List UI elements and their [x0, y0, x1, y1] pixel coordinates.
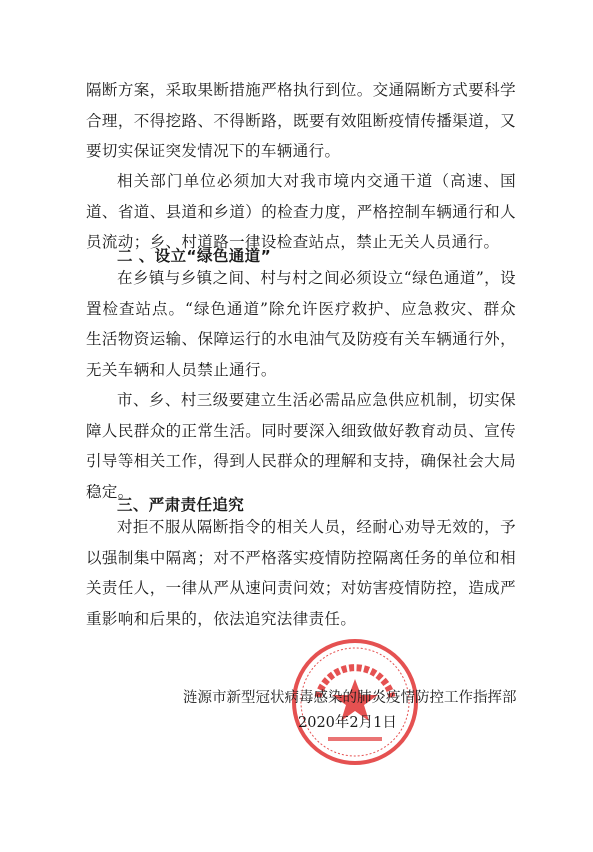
paragraph-checkpoints: 相关部门单位必须加大对我市境内交通干道（高速、国道、省道、县道和乡道）的检查力度，严格控制车辆通行和人员流动；乡、村道路一律设检查站点，禁止无关人员通行。	[86, 172, 516, 251]
paragraph-green-channel: 在乡镇与乡镇之间、村与村之间必须设立“绿色通道”，设置检查站点。“绿色通道”除允许医疗救护、应急救灾、群众生活物资运输、保障运行的水电油气及防疫有关车辆通行外，无关车辆和人员禁止通行。	[86, 269, 516, 379]
paragraph-supply-mechanism: 市、乡、村三级要建立生活必需品应急供应机制，切实保障人民群众的正常生活。同时要深入细致做好教育动员、宣传引导等相关工作，得到人民群众的理解和支持，确保社会大局稳定。	[86, 391, 516, 501]
paragraph-traffic-isolation: 隔断方案，采取果断措施严格执行到位。交通隔断方式要科学合理，不得挖路、不得断路，既要有效阻断疫情传播渠道，又要切实保证突发情况下的车辆通行。	[86, 81, 516, 160]
heading-green-channel: 二 、设立“绿色通道”	[117, 247, 272, 265]
signature-date: 2020年2月1日	[298, 715, 397, 731]
paragraph-accountability: 对拒不服从隔断指令的相关人员，经耐心劝导无效的，予以强制集中隔离；对不严格落实疫情防控隔离任务的单位和相关责任人，一律从严从速问责问效；对妨害疫情防控，造成严重影响和后果的，依法追究法律责任。	[86, 518, 516, 628]
signature-organization: 涟源市新型冠状病毒感染的肺炎疫情防控工作指挥部	[183, 690, 517, 706]
heading-accountability: 三、严肃责任追究	[117, 496, 245, 514]
